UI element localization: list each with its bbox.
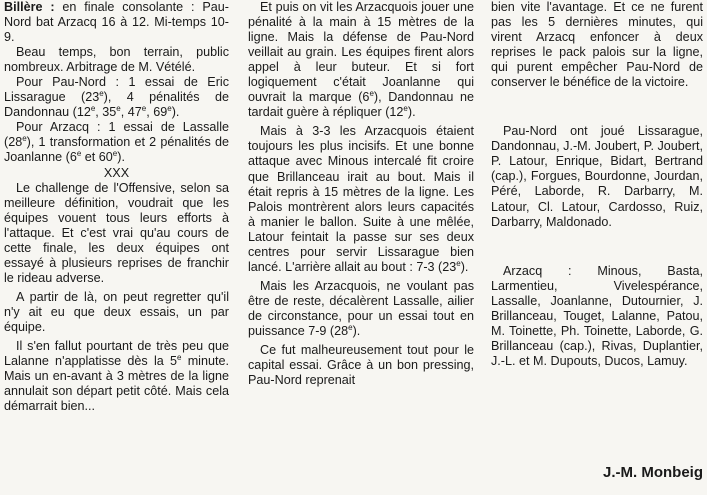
body-paragraph: Ce fut malheureusement tout pour le capital essai. Grâce à un bon pressing, Pau-Nord reprenait [248,343,474,388]
body-paragraph: Le challenge de l'Offensive, selon sa meilleure définition, voudrait que les équipes vouent tous leurs efforts à l'attaque. Et c'est vrai qu'au cours de cette finale, les deux équipes ont essayé à plusieurs reprises de franchir le rideau adverse. [4,180,229,285]
body-paragraph: Mais à 3-3 les Arzacquois étaient toujours les plus incisifs. Et une bonne attaque avec Minous intercalé fit croire que Brillanceau irait au bout. Mais il était repris à 15 mètres de la ligne. Les Palois montrèrent alors leurs capacités à manier le ballon. Suite à une mêlée, Latour feintait la passe sur ses deux centres pour servir Lissarague bien lancé. L'arrière allait au bout : 7-3 (23e). [248,124,474,274]
author-byline: J.-M. Monbeig [603,464,703,481]
arzacq-lineup: Arzacq : Minous, Basta, Larmentieu, Vivelespérance, Lassalle, Joanlanne, Dutournier, J. Brillanceau, Touget, Lalanne, Patou, M. Toinette, Ph. Toinette, Laborde, G. Brillanceau (cap.), Rivas, Duplantier, J.-L. et M. Dupouts, Ducos, Lamuy. [491,263,703,368]
match-conditions: Beau temps, bon terrain, public nombreux. Arbitrage de M. Vétélé. [4,45,229,75]
article-column-1 [4,0,229,414]
article-lead-paragraph [4,0,229,45]
body-paragraph: Mais les Arzacquois, ne voulant pas être de reste, décalèrent Lassalle, ailier de circonstance, pour un essai tout en puissance 7-9 (28e). [248,278,474,338]
body-paragraph: bien vite l'avantage. Et ce ne furent pas les 5 dernières minutes, qui virent Arzacq enfoncer à deux reprises le pack palois sur la ligne, qui purent empêcher Pau-Nord de conserver le bénéfice de la victoire. [491,0,703,90]
body-paragraph: A partir de là, on peut regretter qu'il n'y ait eu que deux essais, un par équipe. [4,289,229,334]
pau-nord-scorers: Pour Pau-Nord : 1 essai de Eric Lissarague (23e), 4 pénalités de Dandonnau (12e, 35e, 47e, 69e). [4,75,229,120]
body-paragraph: Il s'en fallut pourtant de très peu que Lalanne n'applatisse dès la 5e minute. Mais un en-avant à 3 mètres de la ligne annulait son départ petit côté. Mais cela démarrait bien... [4,339,229,414]
lead-text: en finale consolante : Pau-Nord bat Arzacq 16 à 12. Mi-temps 10-9. [4,0,229,45]
article-column-2 [248,0,474,388]
pau-nord-lineup: Pau-Nord ont joué Lissarague, Dandonnau, J.-M. Joubert, P. Joubert, P. Latour, Enrique, Bidart, Bertrand (cap.), Forgues, Bourdonne, Jourdan, Péré, Laborde, R. Darbarry, M. Latour, Cl. Latour, Cardosso, Ruiz, Darbarry, Maldonado. [491,124,703,229]
body-paragraph: Et puis on vit les Arzacquois jouer une pénalité à la main à 15 mètres de la ligne. Mais la défense de Pau-Nord veillait au grain. Les équipes firent alors appel à leur buteur. Et si fort logiquement c'était Joanlanne qui ouvrait la marque (6e), Dandonnau ne tardait guère à répliquer (12e). [248,0,475,120]
dateline: Billère : [4,0,55,14]
section-separator: XXX [103,165,130,180]
arzacq-scorers: Pour Arzacq : 1 essai de Lassalle (28e), 1 transformation et 2 pénalités de Joanlanne (6e et 60e). [4,120,229,165]
article-column-3 [491,0,703,369]
